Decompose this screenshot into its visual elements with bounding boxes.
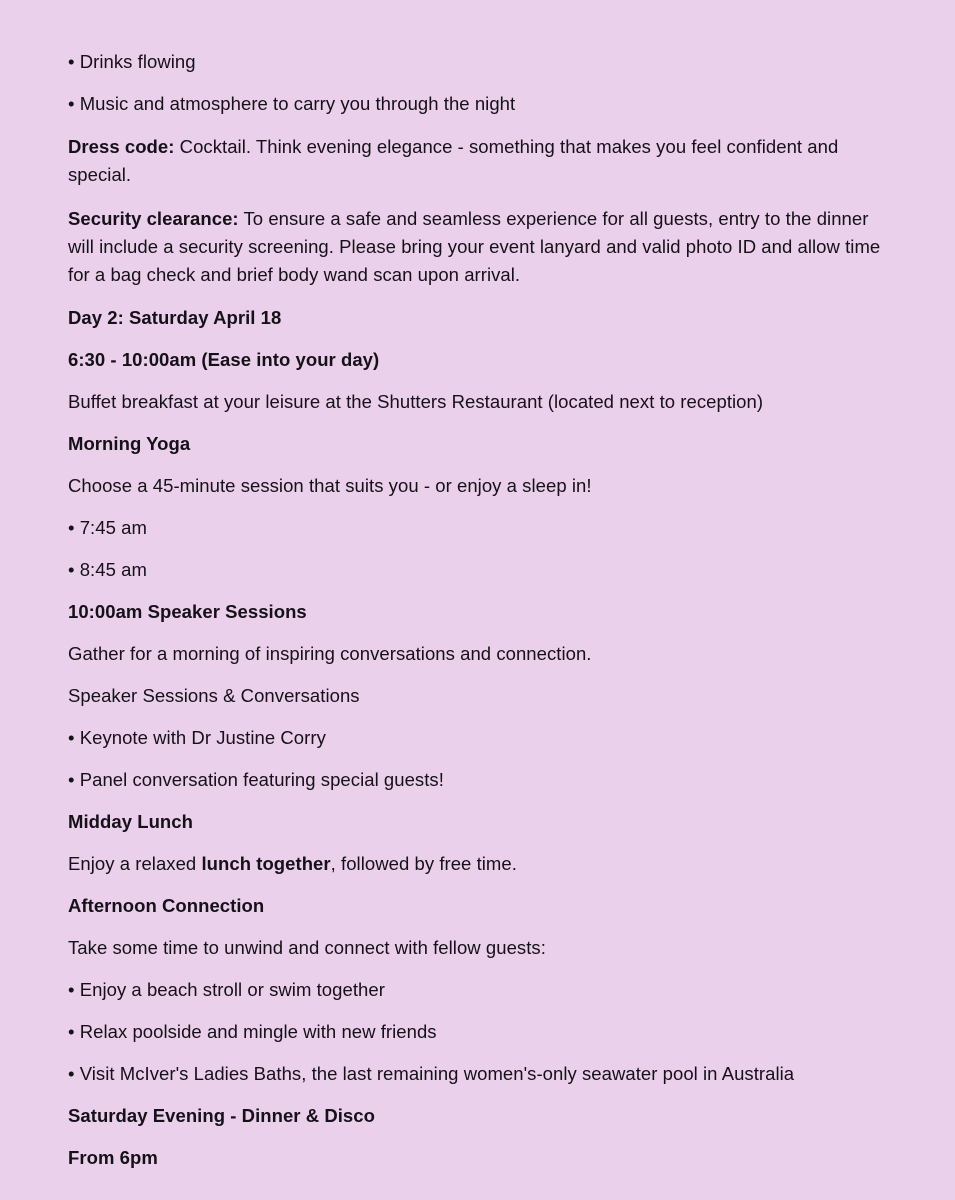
afternoon-bullet-stroll: • Enjoy a beach stroll or swim together	[68, 979, 385, 1000]
evening-heading: Saturday Evening - Dinner & Disco	[68, 1105, 375, 1126]
lunch-text-before: Enjoy a relaxed	[68, 853, 202, 874]
speaker-bullet-keynote: • Keynote with Dr Justine Corry	[68, 727, 326, 748]
breakfast-time-heading: 6:30 - 10:00am (Ease into your day)	[68, 349, 380, 370]
speaker-subheading: Speaker Sessions & Conversations	[68, 685, 360, 706]
dress-code-label: Dress code:	[68, 136, 175, 157]
dress-code-paragraph	[68, 133, 895, 189]
afternoon-bullet-poolside: • Relax poolside and mingle with new friends	[68, 1021, 437, 1042]
music-bullet: • Music and atmosphere to carry you through the night	[68, 93, 516, 114]
afternoon-heading: Afternoon Connection	[68, 895, 265, 916]
speaker-bullet-panel: • Panel conversation featuring special guests!	[68, 769, 444, 790]
yoga-slot-1: • 7:45 am	[68, 517, 147, 538]
breakfast-text: Buffet breakfast at your leisure at the Shutters Restaurant (located next to reception)	[68, 391, 764, 412]
evening-time: From 6pm	[68, 1147, 158, 1168]
day2-heading: Day 2: Saturday April 18	[68, 307, 282, 328]
lunch-text-after: , followed by free time.	[330, 853, 517, 874]
yoga-text: Choose a 45-minute session that suits you - or enjoy a sleep in!	[68, 475, 592, 496]
yoga-heading: Morning Yoga	[68, 433, 191, 454]
dress-code-text: Cocktail. Think evening elegance - something that makes you feel confident and special.	[68, 136, 839, 185]
afternoon-bullet-baths: • Visit McIver's Ladies Baths, the last remaining women's-only seawater pool in Australia	[68, 1063, 795, 1084]
lunch-text	[68, 851, 895, 877]
security-text: To ensure a safe and seamless experience for all guests, entry to the dinner will include a security screening. Please bring your event lanyard and valid photo ID and allow time for a bag check and brief body wand scan upon arrival.	[68, 208, 881, 285]
lunch-text-bold: lunch together	[201, 853, 331, 874]
security-label: Security clearance:	[68, 208, 239, 229]
speaker-text: Gather for a morning of inspiring conversations and connection.	[68, 643, 592, 664]
afternoon-text: Take some time to unwind and connect with fellow guests:	[68, 937, 546, 958]
security-paragraph	[68, 205, 895, 289]
speaker-heading: 10:00am Speaker Sessions	[68, 601, 307, 622]
drinks-bullet: • Drinks flowing	[68, 51, 196, 72]
lunch-heading: Midday Lunch	[68, 811, 193, 832]
yoga-slot-2: • 8:45 am	[68, 559, 147, 580]
